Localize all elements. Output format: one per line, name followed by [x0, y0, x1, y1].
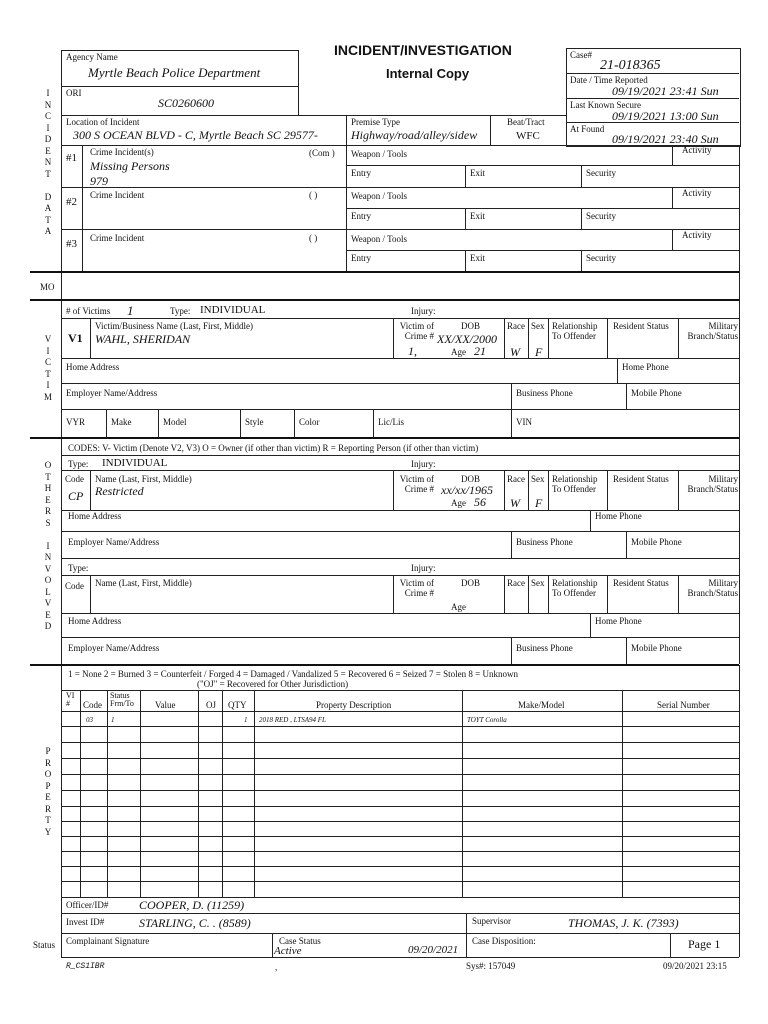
victim-sex: F — [535, 345, 543, 359]
prop-row1-make: TOYT Corolla — [467, 716, 507, 724]
other2-military-label: Military Branch/Status — [687, 578, 738, 598]
other-sex: F — [535, 496, 543, 510]
other2-mobile-phone-label: Mobile Phone — [631, 643, 682, 653]
last-secure: 09/19/2021 13:00 Sun — [612, 109, 719, 123]
case-status-date: 09/20/2021 — [408, 944, 459, 956]
other-dob: xx/xx/1965 — [441, 483, 493, 497]
model-label: Model — [163, 417, 187, 427]
other2-injury-label: Injury: — [411, 563, 436, 573]
vyr-label: VYR — [66, 417, 86, 427]
crime-1-label: Crime Incident(s) — [90, 147, 154, 157]
property-row-line — [61, 866, 739, 867]
entry-1-label: Entry — [351, 168, 371, 178]
style-label: Style — [245, 417, 264, 427]
property-row-line — [61, 851, 739, 852]
col-value: Value — [155, 700, 176, 710]
other-age: 56 — [474, 495, 486, 509]
case-label: Case# — [570, 50, 592, 60]
col-qty: QTY — [228, 700, 247, 710]
supervisor-value: THOMAS, J. K. (7393) — [568, 916, 679, 930]
property-row-line — [61, 806, 739, 807]
victim-age: 21 — [474, 344, 486, 358]
other-dob-label: DOB — [461, 474, 481, 484]
crime-2-num: #2 — [66, 196, 77, 208]
other2-voc-label: Victim of Crime # — [399, 578, 434, 598]
others-side-label: O T H E R S I N V O L V E D — [44, 460, 52, 631]
mo-label: MO — [40, 282, 55, 292]
other-code-label: Code — [65, 474, 84, 484]
col-make: Make/Model — [518, 700, 565, 710]
vin-label: VIN — [516, 417, 532, 427]
victim-count-label: # of Victims — [66, 306, 111, 316]
other-military-label: Military Branch/Status — [687, 474, 738, 494]
other2-business-phone-label: Business Phone — [516, 643, 573, 653]
sys-number: Sys#: 157049 — [466, 961, 516, 971]
property-row-line — [61, 742, 739, 743]
disposition-label: Case Disposition: — [472, 936, 536, 946]
crime-2-paren: ( ) — [309, 190, 318, 200]
status-side-label: Status — [33, 940, 56, 950]
beat-value: WFC — [516, 130, 540, 142]
supervisor-label: Supervisor — [472, 916, 511, 926]
other2-home-phone-label: Home Phone — [595, 616, 642, 626]
crime-1-code: 979 — [90, 174, 108, 188]
other2-home-address-label: Home Address — [68, 616, 122, 626]
entry-3-label: Entry — [351, 253, 371, 263]
property-row-line — [61, 790, 739, 791]
property-row-line — [61, 836, 739, 837]
case-status-label: Case Status — [279, 936, 321, 946]
property-row-line — [61, 711, 739, 712]
ori-label: ORI — [66, 88, 82, 98]
other-age-label: Age — [451, 498, 466, 508]
col-serial: Serial Number — [657, 700, 710, 710]
property-row-line — [61, 774, 739, 775]
victim-of-crime-label: Victim of Crime # — [399, 321, 434, 341]
victim-resident-label: Resident Status — [613, 321, 669, 331]
other2-name-label: Name (Last, First, Middle) — [95, 578, 192, 588]
crime-1-num: #1 — [66, 152, 77, 164]
victim-mobile-phone-label: Mobile Phone — [631, 388, 682, 398]
victim-of-crime: 1, — [408, 344, 417, 358]
other-sex-label: Sex — [531, 474, 545, 484]
form-title: INCIDENT/INVESTIGATION — [334, 42, 512, 58]
incident-side-label: I N C I D E N T D A T A — [44, 88, 52, 236]
exit-3-label: Exit — [470, 253, 485, 263]
other-mobile-phone-label: Mobile Phone — [631, 537, 682, 547]
other-race-label: Race — [507, 474, 525, 484]
col-oj: OJ — [206, 700, 217, 710]
victim-age-label: Age — [451, 347, 466, 357]
last-secure-label: Last Known Secure — [570, 100, 641, 110]
property-legend-oj: ("OJ" = Recovered for Other Jurisdiction) — [197, 679, 349, 689]
col-vi: VI # — [66, 691, 75, 708]
victim-home-address-label: Home Address — [66, 362, 120, 372]
invest-value: STARLING, C. . (8589) — [139, 916, 251, 930]
location-value: 300 S OCEAN BLVD - C, Myrtle Beach SC 29577- — [73, 128, 318, 142]
victim-name-label: Victim/Business Name (Last, First, Middle) — [95, 321, 253, 331]
other2-relationship-label: Relationship To Offender — [552, 578, 598, 598]
weapon-1-label: Weapon / Tools — [351, 149, 407, 159]
victim-military-label: Military Branch/Status — [687, 321, 738, 341]
victim-injury-label: Injury: — [411, 306, 436, 316]
other-resident-label: Resident Status — [613, 474, 669, 484]
victim-sex-label: Sex — [531, 321, 545, 331]
other-race: W — [510, 496, 520, 510]
victim-employer-label: Employer Name/Address — [66, 388, 158, 398]
victim-side-label: V I C T I M — [43, 334, 52, 402]
col-code: Code — [83, 700, 102, 710]
weapon-2-label: Weapon / Tools — [351, 191, 407, 201]
other2-sex-label: Sex — [531, 578, 545, 588]
report-id: R_CS1IBR — [66, 962, 105, 971]
location-label: Location of Incident — [66, 117, 140, 127]
crime-3-paren: ( ) — [309, 233, 318, 243]
other2-age-label: Age — [451, 602, 466, 612]
case-status-value: Active — [274, 945, 302, 957]
security-3-label: Security — [586, 253, 616, 263]
property-row-line — [61, 881, 739, 882]
victim-race: W — [510, 345, 520, 359]
other-employer-label: Employer Name/Address — [68, 537, 160, 547]
beat-label: Beat/Tract — [507, 117, 545, 127]
at-found: 09/19/2021 23:40 Sun — [612, 132, 719, 146]
other-home-phone-label: Home Phone — [595, 511, 642, 521]
property-legend: 1 = None 2 = Burned 3 = Counterfeit / Forged 4 = Damaged / Vandalized 5 = Recovered 6 = Seized 7 = Stolen 8 = Unknown — [68, 669, 518, 679]
activity-1-label: Activity — [682, 145, 712, 155]
other-relationship-label: Relationship To Offender — [552, 474, 598, 494]
crime-1-com: (Com ) — [309, 148, 335, 158]
victim-race-label: Race — [507, 321, 525, 331]
other-type-label: Type: — [68, 459, 89, 469]
other2-employer-label: Employer Name/Address — [68, 643, 160, 653]
premise-label: Premise Type — [351, 117, 400, 127]
invest-label: Invest ID# — [66, 917, 105, 927]
other2-resident-label: Resident Status — [613, 578, 669, 588]
agency-name: Myrtle Beach Police Department — [88, 65, 261, 80]
crime-2-label: Crime Incident — [90, 190, 145, 200]
other2-dob-label: DOB — [461, 578, 481, 588]
activity-2-label: Activity — [682, 188, 712, 198]
officer-value: COOPER, D. (11259) — [139, 898, 245, 912]
property-row-line — [61, 758, 739, 759]
security-2-label: Security — [586, 211, 616, 221]
printed-datetime: 09/20/2021 23:15 — [663, 961, 727, 971]
property-side-label: P R O P E R T Y — [44, 746, 52, 837]
other-home-address-label: Home Address — [68, 511, 122, 521]
lic-label: Lic/Lis — [378, 417, 404, 427]
prop-row1-code: 03 — [86, 716, 93, 724]
col-status: Status Frm/To — [110, 691, 134, 708]
victim-type-label: Type: — [170, 306, 191, 316]
victim-count: 1 — [127, 303, 134, 318]
victim-business-phone-label: Business Phone — [516, 388, 573, 398]
crime-1-value: Missing Persons — [90, 159, 170, 173]
prop-row1-status: 1 — [111, 716, 115, 724]
other2-code-label: Code — [65, 581, 84, 591]
agency-label: Agency Name — [66, 52, 118, 62]
codes-legend: CODES: V- Victim (Denote V2, V3) O = Owner (if other than victim) R = Reporting Person (if other than victim) — [68, 443, 479, 453]
other2-race-label: Race — [507, 578, 525, 588]
color-label: Color — [299, 417, 320, 427]
exit-1-label: Exit — [470, 168, 485, 178]
entry-2-label: Entry — [351, 211, 371, 221]
page-number: Page 1 — [688, 937, 721, 951]
security-1-label: Security — [586, 168, 616, 178]
form-subtitle: Internal Copy — [386, 66, 470, 81]
col-desc: Property Description — [316, 700, 392, 710]
victim-type: INDIVIDUAL — [200, 304, 266, 316]
property-row-line — [61, 726, 739, 727]
complainant-label: Complainant Signature — [66, 936, 150, 946]
date-reported-label: Date / Time Reported — [570, 75, 648, 85]
victim-relationship-label: Relationship To Offender — [552, 321, 598, 341]
property-row-line — [61, 821, 739, 822]
other-type: INDIVIDUAL — [102, 457, 168, 469]
victim-dob-label: DOB — [461, 321, 481, 331]
premise-value: Highway/road/alley/sidew — [351, 128, 478, 142]
other2-type-label: Type: — [68, 563, 89, 573]
victim-dob: XX/XX/2000 — [437, 332, 497, 346]
other-voc-label: Victim of Crime # — [399, 474, 434, 494]
other-name-label: Name (Last, First, Middle) — [95, 474, 192, 484]
other-injury-label: Injury: — [411, 459, 436, 469]
other-name: Restricted — [95, 484, 144, 498]
weapon-3-label: Weapon / Tools — [351, 234, 407, 244]
prop-row1-qty: 1 — [244, 716, 248, 724]
other-business-phone-label: Business Phone — [516, 537, 573, 547]
date-reported: 09/19/2021 23:41 Sun — [612, 84, 719, 98]
exit-2-label: Exit — [470, 211, 485, 221]
other-code: CP — [68, 489, 84, 503]
victim-home-phone-label: Home Phone — [622, 362, 669, 372]
prop-row1-desc: 2018 RED , LTSA94 FL — [259, 716, 326, 724]
make-label: Make — [111, 417, 132, 427]
at-found-label: At Found — [570, 124, 605, 134]
officer-label: Officer/ID# — [66, 900, 109, 910]
crime-3-num: #3 — [66, 238, 77, 250]
crime-3-label: Crime Incident — [90, 233, 145, 243]
ori-value: SC0260600 — [158, 96, 215, 110]
victim-id: V1 — [68, 331, 83, 345]
victim-name: WAHL, SHERIDAN — [95, 332, 191, 346]
activity-3-label: Activity — [682, 230, 712, 240]
footer-comma: , — [275, 962, 278, 972]
case-number: 21-018365 — [600, 58, 661, 73]
